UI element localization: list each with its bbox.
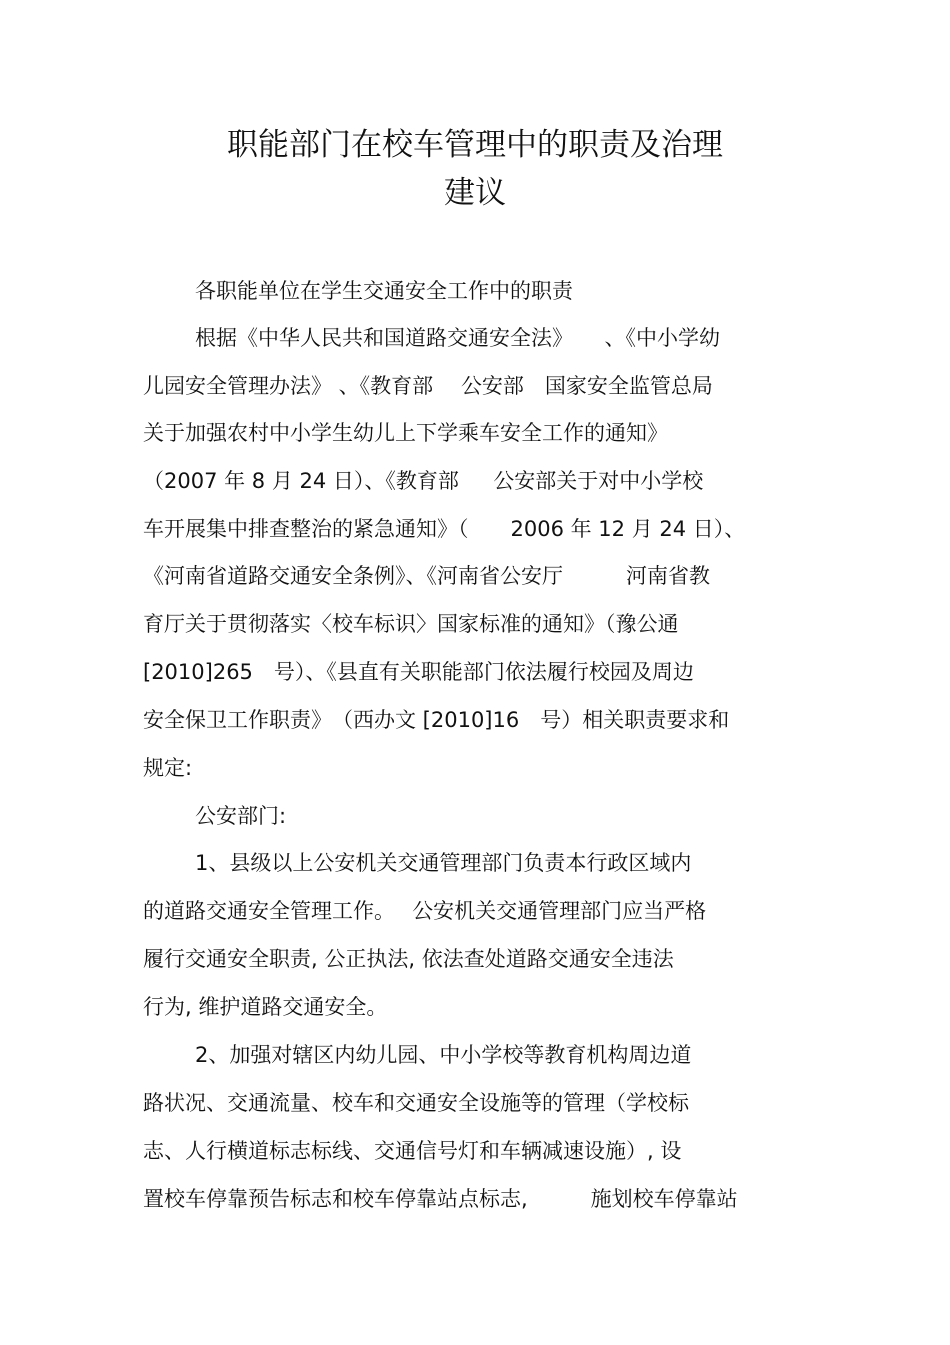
- body-line: 志、人行横道标志标线、交通信号灯和车辆减速设施）, 设: [143, 1139, 682, 1163]
- body-line: 《河南省道路交通安全条例》、《河南省公安厅 河南省教: [143, 564, 710, 588]
- body-line: 关于加强农村中小学生幼儿上下学乘车安全工作的通知》: [143, 421, 668, 445]
- section-heading: 各职能单位在学生交通安全工作中的职责: [195, 279, 573, 303]
- body-line: 安全保卫工作职责》 （西办文 [2010]16 号）相关职责要求和: [143, 708, 730, 732]
- body-line: 1、县级以上公安机关交通管理部门负责本行政区域内: [195, 851, 692, 875]
- body-line: （2007 年 8 月 24 日）、《教育部 公安部关于对中小学校: [143, 469, 704, 493]
- body-line: 的道路交通安全管理工作。 公安机关交通管理部门应当严格: [143, 899, 707, 923]
- body-line: 根据《中华人民共和国道路交通安全法》 、《中小学幼: [195, 326, 720, 350]
- body-line: 2、加强对辖区内幼儿园、中小学校等教育机构周边道: [195, 1043, 692, 1067]
- body-line: 规定:: [143, 756, 193, 780]
- body-line: 置校车停靠预告标志和校车停靠站点标志, 施划校车停靠站: [143, 1187, 738, 1211]
- body-line: 育厅关于贯彻落实〈校车标识〉国家标准的通知》（豫公通: [143, 612, 679, 636]
- body-line: 儿园安全管理办法》 、《教育部 公安部 国家安全监管总局: [143, 374, 713, 398]
- body-line: 路状况、交通流量、校车和交通安全设施等的管理（学校标: [143, 1091, 689, 1115]
- document-title-line-2: 建议: [444, 175, 506, 211]
- body-line: [2010]265 号）、《县直有关职能部门依法履行校园及周边: [143, 660, 694, 684]
- body-line: 车开展集中排查整治的紧急通知》（ 2006 年 12 月 24 日）、: [143, 517, 746, 541]
- body-line: 行为, 维护道路交通安全。: [143, 995, 388, 1019]
- document-title-line-1: 职能部门在校车管理中的职责及治理: [227, 127, 723, 163]
- section-heading-police: 公安部门:: [195, 804, 287, 828]
- body-line: 履行交通安全职责, 公正执法, 依法查处道路交通安全违法: [143, 947, 674, 971]
